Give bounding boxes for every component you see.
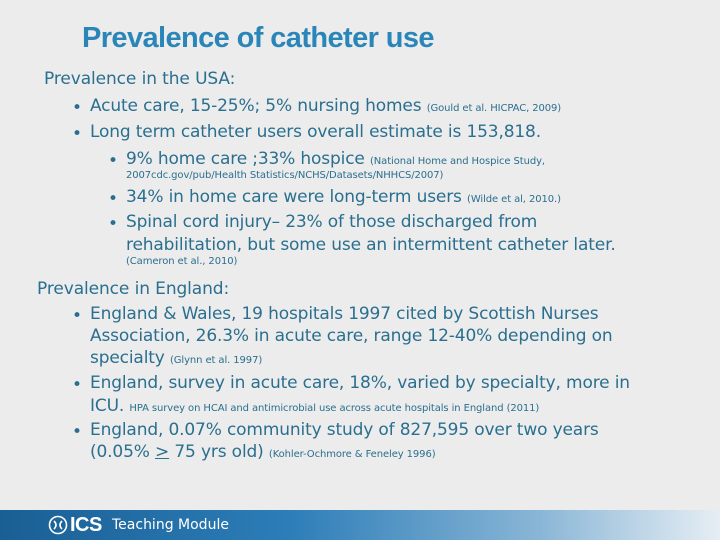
logo-text: ICS [70,513,102,536]
usa-bullet-long-term-users-text: 34% in home care were long-term users [126,187,462,207]
england-bullet-community-cont [90,444,436,461]
citation: (National Home and Hospice Study, [370,156,546,167]
usa-bullet-long-term-users [126,189,561,206]
citation: (Gould et al. HICPAC, 2009) [426,103,562,114]
citation: HPA survey on HCAI and antimicrobial use across acute hospitals in England (2011) [129,403,540,414]
england-bullet-survey: England, survey in acute care, 18%, varied by specialty, more in [90,373,630,393]
england-bullet-wales-cont: Association, 26.3% in acute care, range 12-40% depending on [90,326,613,346]
citation: 2007cdc.gov/pub/Health Statistics/NCHS/Datasets/NHHCS/2007) [126,170,444,181]
bullet-dot-icon: • [72,306,83,326]
england-bullet-community-text: (0.05% [90,442,150,462]
usa-bullet-spinal-cord: Spinal cord injury– 23% of those discharged from [126,212,538,232]
bullet-dot-icon: • [72,375,83,395]
usa-bullet-acute-care [90,98,561,115]
bullet-dot-icon: • [72,124,83,144]
bullet-dot-icon: • [108,214,119,234]
england-bullet-community-text: 75 yrs old) [174,442,264,462]
citation: (Cameron et al., 2010) [126,256,238,267]
greater-equal-sign: > [155,442,170,462]
bullet-dot-icon: • [72,422,83,442]
slide-title: Prevalence of catheter use [82,22,434,54]
ics-logo [48,514,102,536]
bullet-dot-icon: • [108,189,119,209]
footer-bar [0,510,720,540]
england-bullet-survey-cont [90,398,539,415]
usa-bullet-spinal-cord-cont: rehabilitation, but some use an intermittent catheter later. [126,235,616,255]
usa-bullet-home-care-text: 9% home care ;33% hospice [126,149,365,169]
england-heading: Prevalence in England: [37,279,230,299]
england-bullet-wales-text: specialty [90,348,165,368]
citation: (Kohler-Ochmore & Feneley 1996) [268,449,436,460]
england-bullet-survey-text: ICU. [90,396,125,416]
citation: (Glynn et al. 1997) [169,355,263,366]
usa-bullet-home-care [126,151,545,168]
footer-label: Teaching Module [112,517,229,533]
bullet-dot-icon: • [108,151,119,171]
citation: (Wilde et al, 2010.) [467,194,561,205]
bullet-dot-icon: • [72,98,83,118]
usa-heading: Prevalence in the USA: [44,69,236,89]
ics-logo-mark-icon [48,515,68,535]
england-bullet-wales: England & Wales, 19 hospitals 1997 cited by Scottish Nurses [90,304,599,324]
england-bullet-wales-cont [90,350,262,367]
usa-bullet-long-term: Long term catheter users overall estimate is 153,818. [90,122,541,142]
usa-bullet-acute-care-text: Acute care, 15-25%; 5% nursing homes [90,96,422,116]
england-bullet-community: England, 0.07% community study of 827,595 over two years [90,420,599,440]
